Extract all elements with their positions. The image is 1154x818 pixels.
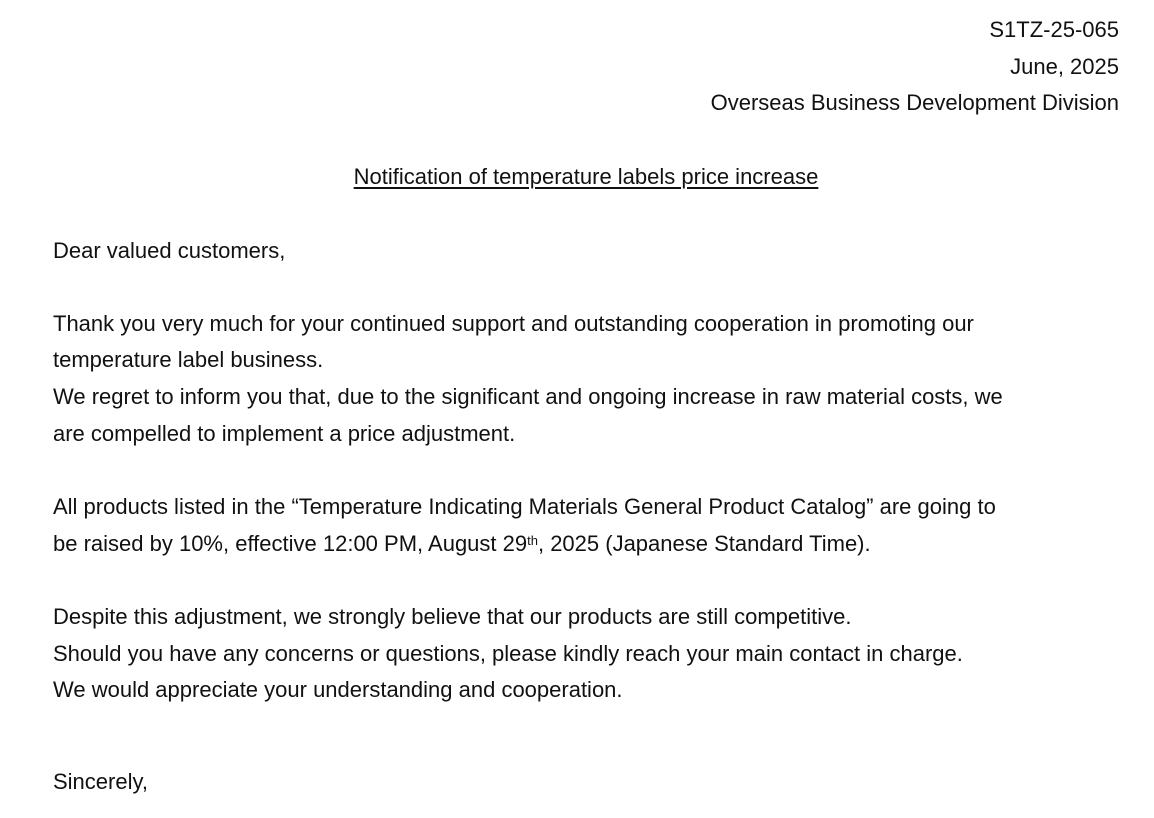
paragraph3-line1: Despite this adjustment, we strongly believe that our products are still competitive. (53, 604, 852, 629)
paragraph2-line2-after: , 2025 (Japanese Standard Time). (537, 531, 871, 556)
ordinal-suffix: th (527, 532, 538, 548)
letter-header (711, 12, 1119, 122)
sender-division: Overseas Business Development Division (710, 90, 1119, 115)
closing: Sincerely, (53, 769, 148, 794)
paragraph1-line4: are compelled to implement a price adjustment. (53, 421, 516, 446)
salutation: Dear valued customers, (53, 238, 286, 263)
paragraph2-line2-before: be raised by 10%, effective 12:00 PM, August 29 (53, 531, 528, 556)
paragraph2-line1: All products listed in the “Temperature Indicating Materials General Product Catalog” are going to (53, 494, 996, 519)
paragraph3-line3: We would appreciate your understanding and cooperation. (53, 677, 623, 702)
document-title: Notification of temperature labels price increase (353, 164, 819, 189)
letter-date: June, 2025 (1010, 53, 1119, 79)
paragraph3-line2: Should you have any concerns or questions, please kindly reach your main contact in charge. (53, 641, 963, 666)
paragraph1-line3: We regret to inform you that, due to the significant and ongoing increase in raw material costs, we (53, 384, 1003, 409)
reference-number: S1TZ-25-065 (989, 17, 1119, 42)
paragraph2-line2 (53, 526, 871, 563)
paragraph1-line1: Thank you very much for your continued support and outstanding cooperation in promoting our (53, 311, 974, 336)
paragraph1-line2: temperature label business. (53, 347, 324, 372)
